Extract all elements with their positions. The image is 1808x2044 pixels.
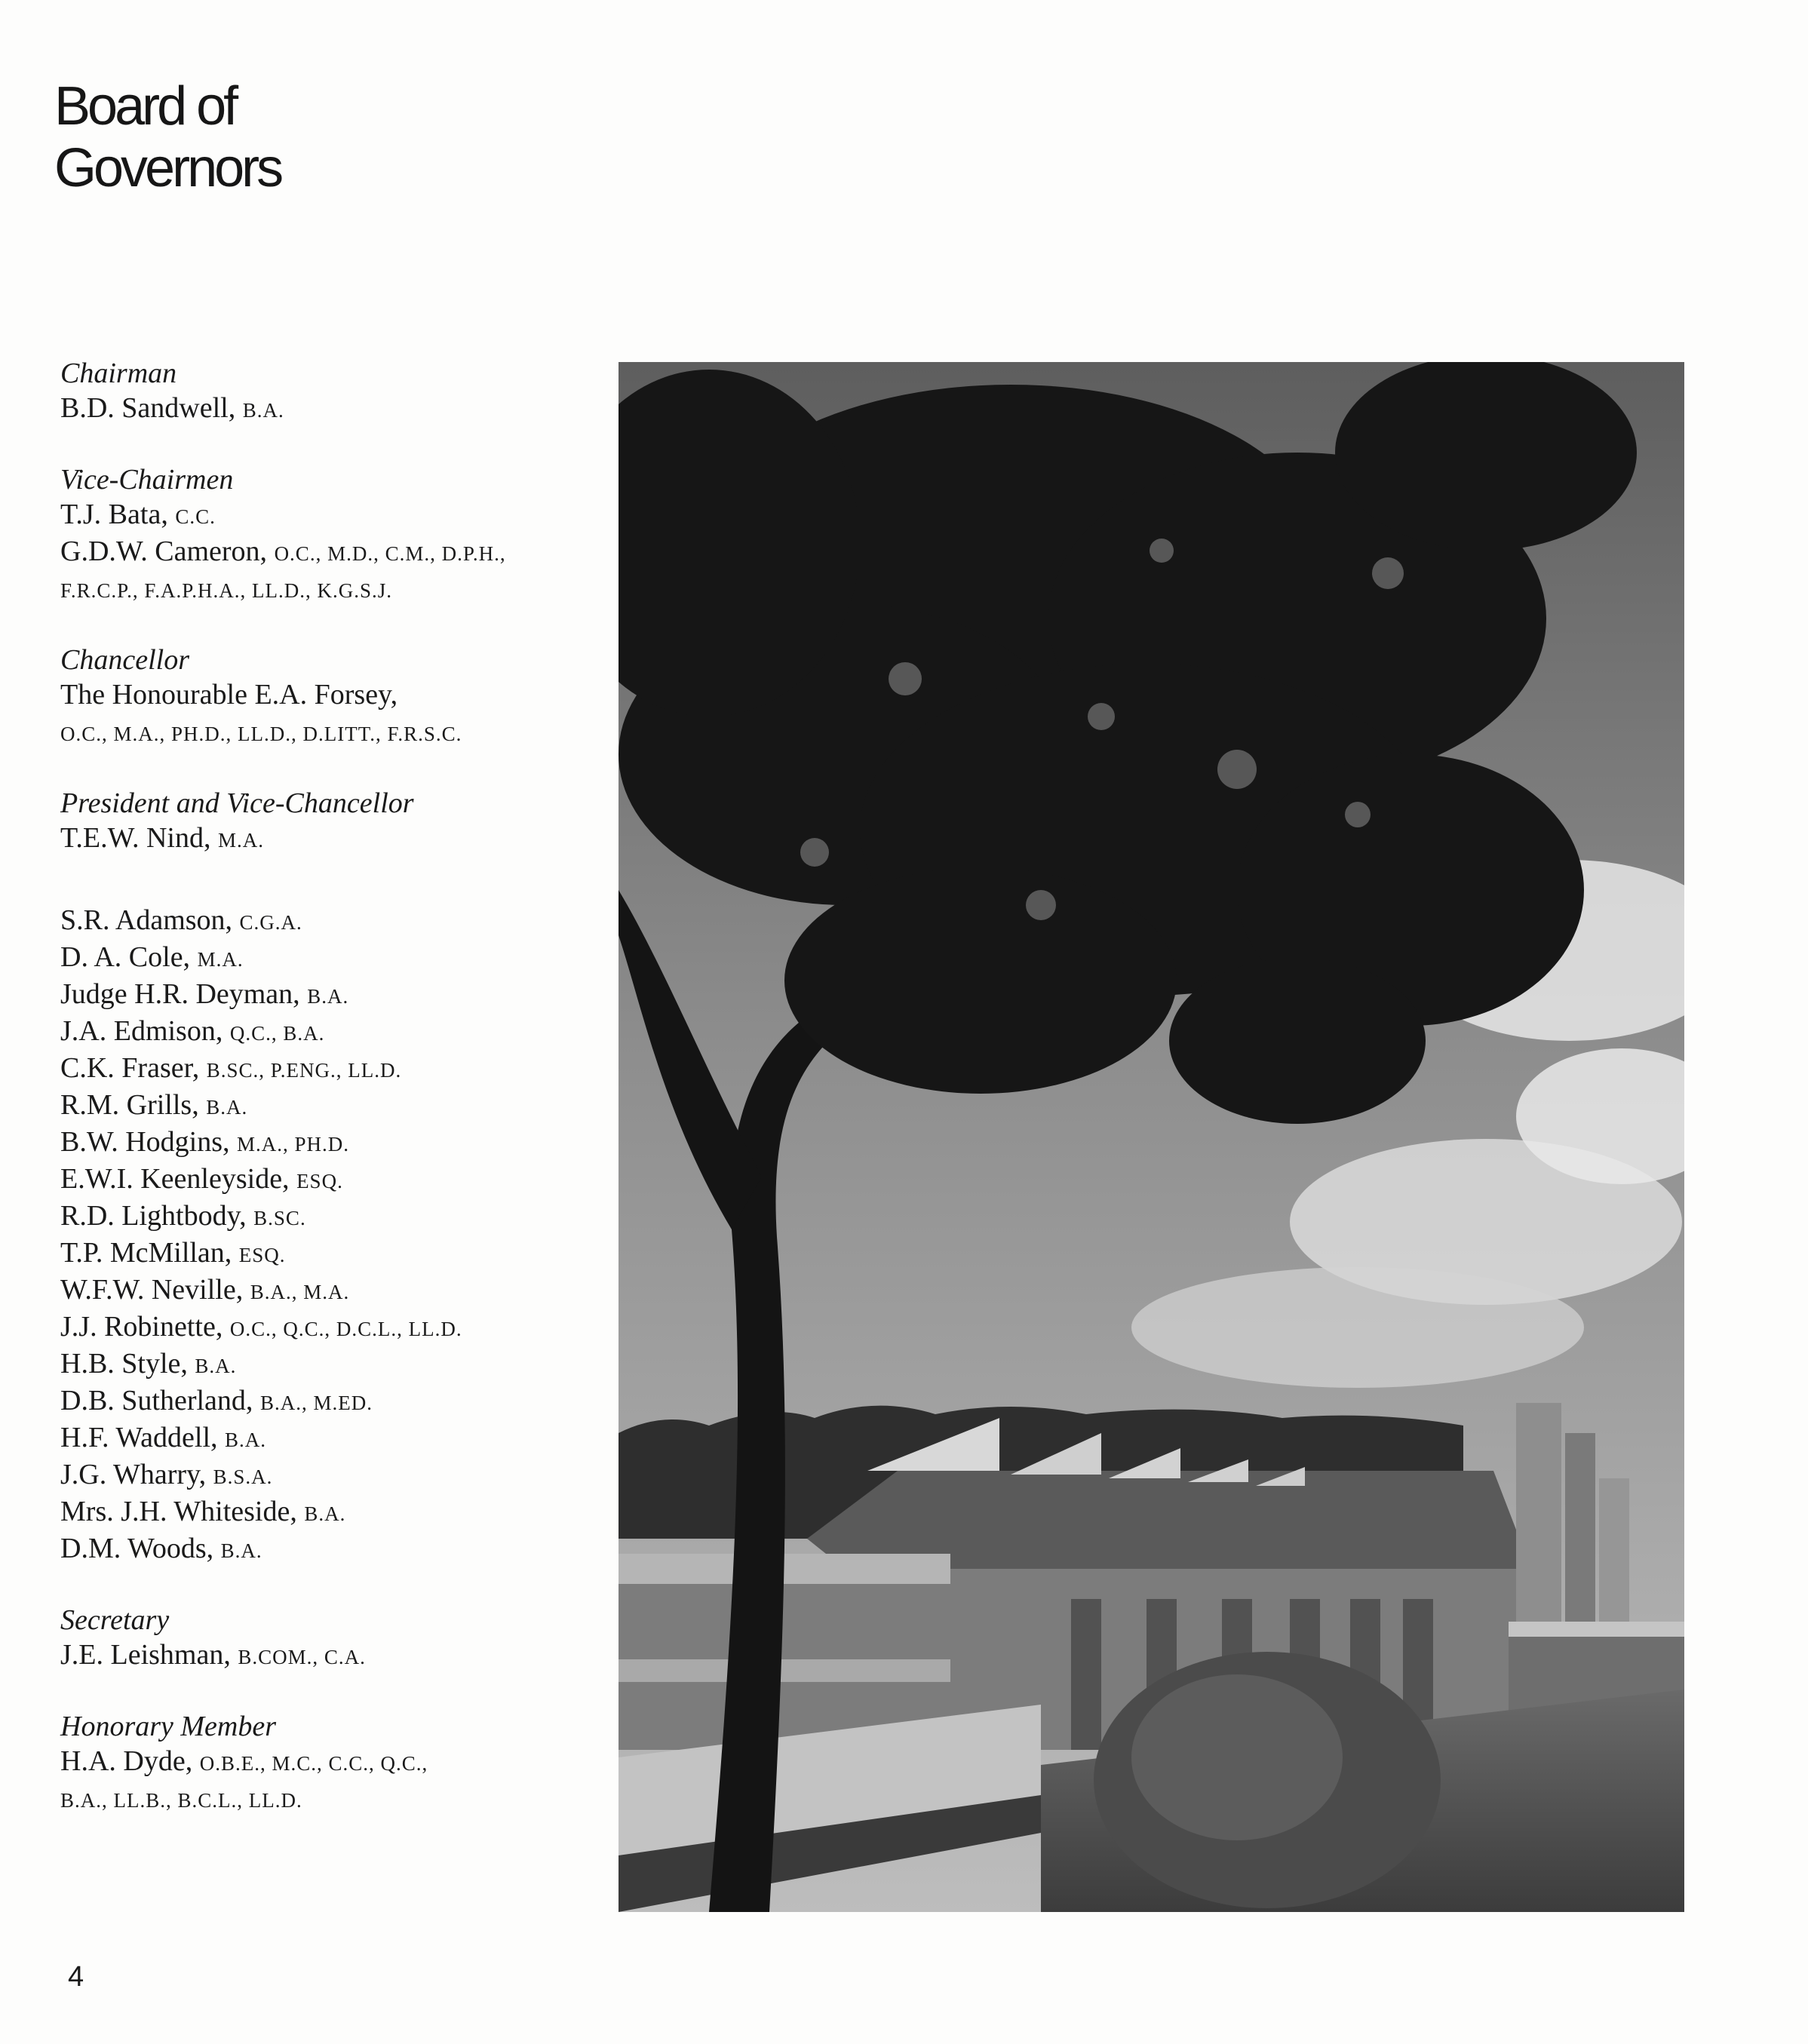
member-line: D.M. Woods, B.A. — [60, 1533, 262, 1564]
campus-building-photo — [619, 362, 1684, 1912]
role-heading: Secretary — [60, 1604, 170, 1636]
member-line: S.R. Adamson, C.G.A. — [60, 904, 302, 936]
role-heading: President and Vice-Chancellor — [60, 787, 414, 819]
member-line: D.B. Sutherland, B.A., M.ED. — [60, 1385, 373, 1416]
member-line: R.D. Lightbody, B.SC. — [60, 1200, 306, 1232]
member-line: C.K. Fraser, B.SC., P.ENG., LL.D. — [60, 1052, 402, 1084]
member-line: J.J. Robinette, O.C., Q.C., D.C.L., LL.D. — [60, 1311, 462, 1343]
section-chairman — [60, 356, 619, 428]
member-line: G.D.W. Cameron, O.C., M.D., C.M., D.P.H., — [60, 536, 506, 567]
section-secretary — [60, 1603, 619, 1674]
member-line: F.R.C.P., F.A.P.H.A., LL.D., K.G.S.J. — [60, 579, 393, 602]
role-heading: Chairman — [60, 358, 177, 389]
section-chancellor — [60, 643, 619, 751]
member-line: H.A. Dyde, O.B.E., M.C., C.C., Q.C., — [60, 1745, 428, 1777]
member-line: B.W. Hodgins, M.A., PH.D. — [60, 1126, 350, 1158]
member-line: B.A., LL.B., B.C.L., LL.D. — [60, 1789, 302, 1812]
member-line: R.M. Grills, B.A. — [60, 1089, 248, 1121]
member-line: D. A. Cole, M.A. — [60, 941, 244, 973]
member-line: H.B. Style, B.A. — [60, 1348, 237, 1380]
role-heading: Honorary Member — [60, 1711, 277, 1742]
member-line: H.F. Waddell, B.A. — [60, 1422, 267, 1453]
member-line: W.F.W. Neville, B.A., M.A. — [60, 1274, 350, 1306]
section-honorary — [60, 1709, 619, 1818]
role-heading: Chancellor — [60, 644, 189, 676]
member-line: J.G. Wharry, B.S.A. — [60, 1459, 273, 1490]
member-line: Judge H.R. Deyman, B.A. — [60, 978, 349, 1010]
member-line: T.J. Bata, C.C. — [60, 499, 216, 530]
member-line: J.E. Leishman, B.COM., C.A. — [60, 1639, 366, 1671]
title-line-2: Governors — [54, 138, 281, 199]
member-line: T.P. McMillan, ESQ. — [60, 1237, 286, 1269]
section-members — [60, 903, 619, 1568]
member-line: Mrs. J.H. Whiteside, B.A. — [60, 1496, 346, 1527]
member-line: E.W.I. Keenleyside, ESQ. — [60, 1163, 343, 1195]
title-line-1: Board of — [54, 76, 236, 137]
member-line: J.A. Edmison, Q.C., B.A. — [60, 1015, 325, 1047]
role-heading: Vice-Chairmen — [60, 464, 234, 496]
page-title — [54, 75, 281, 199]
member-line: B.D. Sandwell, B.A. — [60, 392, 284, 424]
board-roster — [60, 356, 619, 1852]
section-vice-chairmen — [60, 462, 619, 608]
page-number: 4 — [68, 1961, 84, 1993]
member-line: The Honourable E.A. Forsey, — [60, 679, 398, 710]
section-president — [60, 786, 619, 858]
member-line: T.E.W. Nind, M.A. — [60, 822, 264, 854]
member-line: O.C., M.A., PH.D., LL.D., D.LITT., F.R.S.C. — [60, 723, 462, 745]
